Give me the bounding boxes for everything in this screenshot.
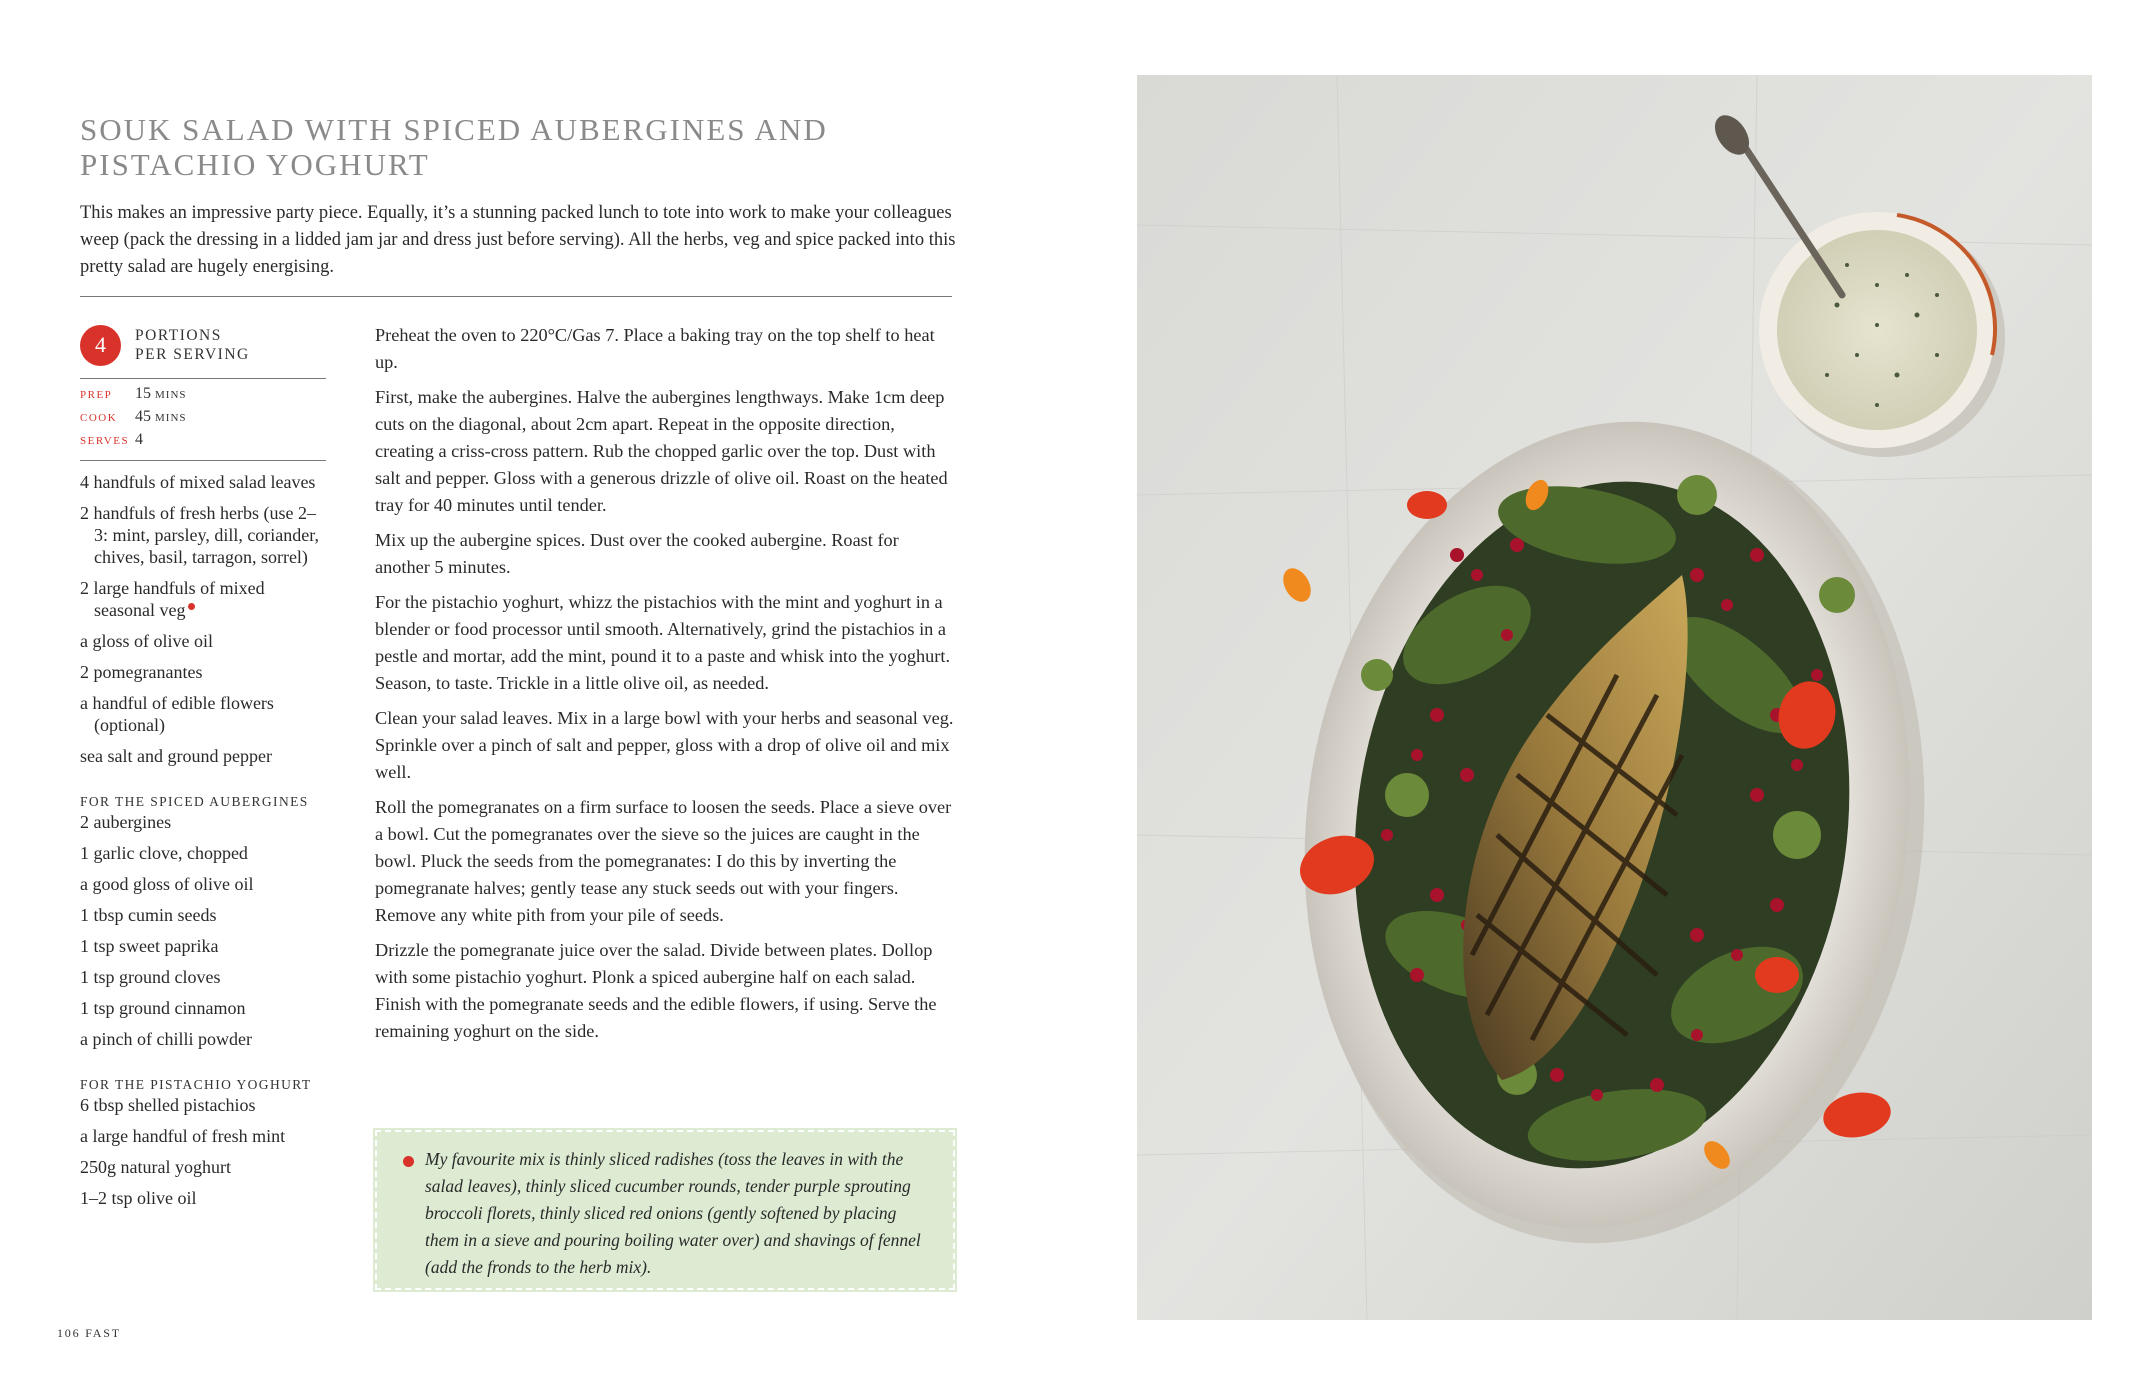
spiced-ingredients-list: [80, 811, 326, 1050]
ingredient-item: 1 tbsp cumin seeds: [80, 905, 217, 925]
main-ingredients-list: [80, 471, 326, 767]
ingredient-item: a gloss of olive oil: [80, 631, 213, 651]
method-step: For the pistachio yoghurt, whizz the pistachios with the mint and yoghurt in a blender or food processor until smooth. Alternatively, grind the pistachios in a pestle and mortar, add the mint, pound it to a paste and whisk into the yoghurt. Season, to taste. Trickle in a little olive oil, as needed.: [375, 592, 951, 693]
cook-number: 45: [135, 408, 151, 425]
salad-photo: [1137, 75, 2092, 1320]
portion-label: [135, 326, 250, 364]
cook-unit: MINS: [155, 412, 187, 424]
footnote-dot-icon: [403, 1156, 414, 1167]
ingredient-item: a handful of edible flowers (optional): [80, 693, 274, 735]
method-step: Roll the pomegranates on a firm surface to loosen the seeds. Place a sieve over a bowl. Cut the pomegranates over the sieve so the juices are caught in the bowl. Pluck the seeds from the pomegranates: I do this by inverting the pomegranate halves; gently tease any stuck seeds out with your fingers. Remove any white pith from your pile of seeds.: [375, 797, 952, 925]
ingredients-sidebar: [80, 322, 326, 1218]
method-step: Mix up the aubergine spices. Dust over the cooked aubergine. Roast for another 5 minutes.: [375, 530, 899, 577]
ingredient-item: a large handful of fresh mint: [80, 1126, 286, 1146]
cook-label: COOK: [80, 412, 118, 424]
method-step: Preheat the oven to 220°C/Gas 7. Place a baking tray on the top shelf to heat up.: [375, 325, 935, 372]
serves-label: SERVES: [80, 435, 130, 447]
portion-label-line-2: PER SERVING: [135, 346, 250, 363]
ingredient-item: 2 pomegranantes: [80, 662, 203, 682]
pistachio-yoghurt-heading: FOR THE PISTACHIO YOGHURT: [80, 1077, 312, 1092]
recipe-title: [80, 112, 980, 182]
serves-value: 4: [135, 431, 143, 448]
ingredient-item: 1 tsp sweet paprika: [80, 936, 219, 956]
cook-row: [80, 408, 326, 431]
method-step: Drizzle the pomegranate juice over the salad. Divide between plates. Dollop with some pistachio yoghurt. Plonk a spiced aubergine half on each salad. Finish with the pomegranate seeds and the edible flowers, if using. Serve the remaining yoghurt on the side.: [375, 940, 937, 1041]
yoghurt-ingredients-list: [80, 1094, 326, 1209]
ingredient-item: 4 handfuls of mixed salad leaves: [80, 472, 316, 492]
prep-number: 15: [135, 385, 151, 402]
salad-photo-illustration: [1137, 75, 2092, 1320]
tip-box: [375, 1130, 955, 1290]
recipe-intro: This makes an impressive party piece. Equally, it’s a stunning packed lunch to tote into work to make your colleagues weep (pack the dressing in a lidded jam jar and dress just before serving). All the herbs, veg and spice packed into this pretty salad are hugely energising.: [80, 203, 956, 277]
top-divider: [80, 296, 952, 297]
ingredient-item: 250g natural yoghurt: [80, 1157, 231, 1177]
prep-unit: MINS: [155, 389, 187, 401]
method-column: [375, 322, 955, 1053]
ingredient-item: [80, 577, 326, 621]
title-line-1: SOUK SALAD WITH SPICED AUBERGINES AND: [80, 112, 828, 147]
footnote-dot-icon: [188, 603, 195, 610]
ingredient-item: 6 tbsp shelled pistachios: [80, 1095, 256, 1115]
ingredient-text: 2 large handfuls of mixed seasonal veg: [80, 578, 265, 620]
ingredient-item: 1 tsp ground cloves: [80, 967, 221, 987]
ingredient-item: 1 tsp ground cinnamon: [80, 998, 246, 1018]
portion-badge: 4: [80, 325, 121, 366]
portions-block: [80, 322, 326, 368]
serves-row: [80, 431, 326, 454]
sidebar-divider-2: [80, 460, 326, 461]
ingredient-item: 2 handfuls of fresh herbs (use 2–3: mint, parsley, dill, coriander, chives, basil, tarragon, sorrel): [80, 503, 320, 567]
portion-label-line-1: PORTIONS: [135, 327, 222, 344]
ingredient-item: sea salt and ground pepper: [80, 746, 272, 766]
prep-row: [80, 385, 326, 408]
method-step: Clean your salad leaves. Mix in a large bowl with your herbs and seasonal veg. Sprinkle over a pinch of salt and pepper, gloss with a drop of olive oil and mix well.: [375, 708, 954, 782]
ingredient-item: a pinch of chilli powder: [80, 1029, 252, 1049]
ingredient-item: 2 aubergines: [80, 812, 172, 832]
title-line-2: PISTACHIO YOGHURT: [80, 147, 430, 182]
ingredient-item: 1 garlic clove, chopped: [80, 843, 248, 863]
page-footer: 106 FAST: [57, 1326, 121, 1340]
ingredient-item: a good gloss of olive oil: [80, 874, 254, 894]
spiced-aubergines-heading: FOR THE SPICED AUBERGINES: [80, 794, 309, 809]
recipe-meta: [80, 379, 326, 460]
prep-value: [135, 385, 187, 403]
ingredient-item: 1–2 tsp olive oil: [80, 1188, 197, 1208]
cook-value: [135, 408, 187, 426]
prep-label: PREP: [80, 389, 113, 401]
tip-text: My favourite mix is thinly sliced radishes (toss the leaves in with the salad leaves), thinly sliced cucumber rounds, tender purple sprouting broccoli florets, thinly sliced red onions (gently softened by placing them in a sieve and pouring boiling water over) and shavings of fennel (add the fronds to the herb mix).: [425, 1149, 921, 1277]
method-step: First, make the aubergines. Halve the aubergines lengthways. Make 1cm deep cuts on the diagonal, about 2cm apart. Repeat in the opposite direction, creating a criss-cross pattern. Rub the chopped garlic over the top. Dust with salt and pepper. Gloss with a generous drizzle of olive oil. Roast on the heated tray for 40 minutes until tender.: [375, 387, 948, 515]
